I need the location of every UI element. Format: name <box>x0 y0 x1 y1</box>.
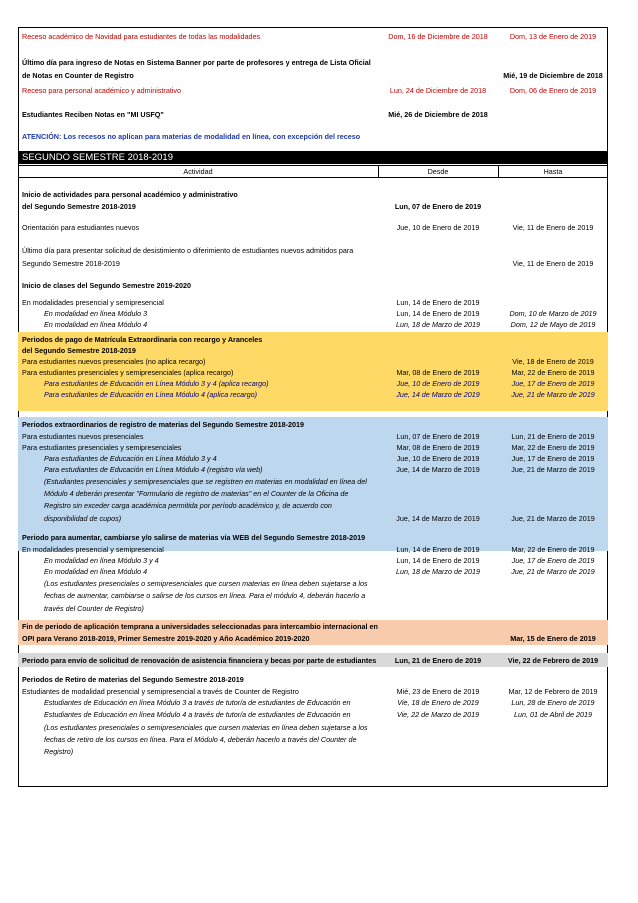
retiro-d1: Mié, 23 de Enero de 2019 <box>396 687 480 696</box>
asistencia-desde: Lun, 21 de Enero de 2019 <box>394 656 482 665</box>
notas-miusfq-desde: Mié, 26 de Diciembre de 2018 <box>388 110 488 119</box>
receso-navidad-desde: Dom, 16 de Diciembre de 2018 <box>388 32 488 41</box>
orientacion-label: Orientación para estudiantes nuevos <box>22 223 140 232</box>
registro-n3: Registro sin exceder carga académica permitida por período académico y, de acuerdo con <box>44 501 332 510</box>
retiro-h2: Lun, 28 de Enero de 2019 <box>511 698 595 707</box>
cambios-h3: Jue, 21 de Marzo de 2019 <box>511 567 595 576</box>
asistencia-hasta: Vie, 22 de Febrero de 2019 <box>507 656 599 665</box>
retiro-title: Periodos de Retiro de materias del Segundo Semestre 2018-2019 <box>22 675 244 684</box>
ingreso-notas-line2: de Notas en Counter de Registro <box>22 71 134 80</box>
pago-l3: Para estudiantes de Educación en Línea Módulo 3 y 4 (aplica recargo) <box>44 379 269 388</box>
retiro-l1: Estudiantes de modalidad presencial y semipresencial a través de Counter de Registro <box>22 687 299 696</box>
intercambio-hasta: Mar, 15 de Enero de 2019 <box>510 634 596 643</box>
pago-d2: Mar, 08 de Enero de 2019 <box>396 368 480 377</box>
orientacion-desde: Jue, 10 de Enero de 2019 <box>396 223 480 232</box>
receso-navidad-hasta: Dom, 13 de Enero de 2019 <box>509 32 597 41</box>
orientacion-hasta: Vie, 11 de Enero de 2019 <box>512 223 594 232</box>
modalidades-d1: Lun, 14 de Enero de 2019 <box>396 298 480 307</box>
inicio-clases-label: Inicio de clases del Segundo Semestre 2019-2020 <box>22 281 191 290</box>
retiro-h3: Lun, 01 de Abril de 2019 <box>513 710 593 719</box>
pago-l4: Para estudiantes de Educación en Línea Módulo 4 (aplica recargo) <box>44 390 257 399</box>
registro-l1: Para estudiantes nuevos presenciales <box>22 432 144 441</box>
modalidades-h3: Dom, 12 de Mayo de 2019 <box>510 320 596 329</box>
retiro-l2: Estudiantes de Educación en línea Módulo 3 a través de tutor/a de estudiantes de Educación en <box>44 698 351 707</box>
cambios-h2: Jue, 17 de Enero de 2019 <box>511 556 595 565</box>
inicio-personal-desde: Lun, 07 de Enero de 2019 <box>394 202 482 211</box>
cambios-title: Periodo para aumentar, cambiarse y/o salirse de materias vía WEB del Segundo Semestre 2018-2019 <box>22 533 366 542</box>
cambios-l2: En modalidad en línea Módulo 3 y 4 <box>44 556 159 565</box>
top-border <box>18 27 608 28</box>
receso-personal-hasta: Dom, 06 de Enero de 2019 <box>509 86 597 95</box>
registro-l4: Para estudiantes de Educación en Línea Módulo 4 (registro vía web) <box>44 465 263 474</box>
registro-n2: Módulo 4 deberán presentar "Formulario de registro de materias" en el Counter de la Oficina de <box>44 489 349 498</box>
col-desde: Desde <box>427 167 449 176</box>
cambios-n3: través del Counter de Registro) <box>44 604 144 613</box>
cambios-d3: Lun, 18 de Marzo de 2019 <box>396 567 480 576</box>
pago-d3: Jue, 10 de Enero de 2019 <box>396 379 480 388</box>
section-title: SEGUNDO SEMESTRE 2018-2019 <box>22 152 174 163</box>
registro-h5: Jue, 21 de Marzo de 2019 <box>511 514 595 523</box>
modalidades-h2: Dom, 10 de Marzo de 2019 <box>509 309 597 318</box>
registro-h4: Jue, 21 de Marzo de 2019 <box>511 465 595 474</box>
cambios-d2: Lun, 14 de Enero de 2019 <box>396 556 480 565</box>
receso-personal-desde: Lun, 24 de Diciembre de 2018 <box>389 86 487 95</box>
registro-l2: Para estudiantes presenciales y semipresenciales <box>22 443 182 452</box>
receso-personal-label: Receso para personal académico y administrativo <box>22 86 182 95</box>
registro-title: Periodos extraordinarios de registro de materias del Segundo Semestre 2018-2019 <box>22 420 305 429</box>
cambios-l3: En modalidad en línea Módulo 4 <box>44 567 148 576</box>
pago-h1: Vie, 18 de Enero de 2019 <box>512 357 594 366</box>
registro-d2: Mar, 08 de Enero de 2019 <box>396 443 480 452</box>
col-hasta: Hasta <box>543 167 563 176</box>
notas-miusfq-label: Estudiantes Reciben Notas en "MI USFQ" <box>22 110 164 119</box>
section-title-band <box>18 151 608 164</box>
table-header <box>18 165 608 178</box>
asistencia-label: Periodo para envío de solicitud de renovación de asistencia financiera y becas por parte de estudiantes <box>22 656 377 665</box>
modalidades-l2: En modalidad en línea Módulo 3 <box>44 309 148 318</box>
inicio-personal-line2: del Segundo Semestre 2018-2019 <box>22 202 136 211</box>
modalidades-d3: Lun, 18 de Marzo de 2019 <box>396 320 480 329</box>
pago-l2: Para estudiantes presenciales y semipresenciales (aplica recargo) <box>22 368 234 377</box>
pago-d4: Jue, 14 de Marzo de 2019 <box>396 390 480 399</box>
retiro-l3: Estudiantes de Educación en línea Módulo 4 a través de tutor/a de estudiantes de Educación en <box>44 710 351 719</box>
intercambio-title2: OPI para Verano 2018-2019, Primer Semestre 2019-2020 y Año Académico 2019-2020 <box>22 634 310 643</box>
modalidades-d2: Lun, 14 de Enero de 2019 <box>396 309 480 318</box>
retiro-d2: Vie, 18 de Enero de 2019 <box>397 698 479 707</box>
ingreso-notas-line1: Último día para ingreso de Notas en Sistema Banner por parte de profesores y entrega de Lista Oficial <box>22 58 371 67</box>
cambios-n2: fechas de aumentar, cambiarse o salirse de los cursos en línea. Para el módulo 4, deberán hacerlo a <box>44 591 366 600</box>
retiro-n3: Registro) <box>44 747 74 756</box>
bottom-border <box>18 786 608 787</box>
registro-d1: Lun, 07 de Enero de 2019 <box>396 432 480 441</box>
pago-h3: Jue, 17 de Enero de 2019 <box>511 379 595 388</box>
inicio-personal-line1: Inicio de actividades para personal académico y administrativo <box>22 190 238 199</box>
receso-navidad-label: Receso académico de Navidad para estudiantes de todas las modalidades <box>22 32 261 41</box>
intercambio-title1: Fin de periodo de aplicación temprana a universidades seleccionadas para intercambio internacional en <box>22 622 378 631</box>
ingreso-notas-hasta: Mié, 19 de Diciembre de 2018 <box>503 71 603 80</box>
pago-l1: Para estudiantes nuevos presenciales (no aplica recargo) <box>22 357 206 366</box>
modalidades-l3: En modalidad en línea Módulo 4 <box>44 320 148 329</box>
pago-title2: del Segundo Semestre 2018-2019 <box>22 346 136 355</box>
pago-h4: Jue, 21 de Marzo de 2019 <box>511 390 595 399</box>
registro-l3: Para estudiantes de Educación en Línea Módulo 3 y 4 <box>44 454 217 463</box>
registro-n4: disponibilidad de cupos) <box>44 514 122 523</box>
desistimiento-line1: Último día para presentar solicitud de desistimiento o diferimiento de estudiantes nuevos admitidos para <box>22 246 354 255</box>
registro-d5: Jue, 14 de Marzo de 2019 <box>396 514 480 523</box>
cambios-d1: Lun, 14 de Enero de 2019 <box>396 545 480 554</box>
retiro-n1: (Los estudiantes presenciales o semipresenciales que cursen materias en línea deben sujetarse a los <box>44 723 368 732</box>
col-actividad: Actividad <box>183 167 213 176</box>
modalidades-l1: En modalidades presencial y semipresencial <box>22 298 164 307</box>
registro-n1: (Estudiantes presenciales y semipresenciales que se registren en materias en modalidad en línea del <box>44 477 367 486</box>
retiro-n2: fechas de retiro de los cursos en línea. Para el Módulo 4, deberán hacerlo a través del Counter de <box>44 735 357 744</box>
registro-h2: Mar, 22 de Enero de 2019 <box>511 443 595 452</box>
desistimiento-hasta: Vie, 11 de Enero de 2019 <box>512 259 594 268</box>
pago-h2: Mar, 22 de Enero de 2019 <box>511 368 595 377</box>
atencion-note: ATENCIÓN: Los recesos no aplican para materias de modalidad en línea, con excepción del receso <box>22 132 361 141</box>
registro-d4: Jue, 14 de Marzo de 2019 <box>396 465 480 474</box>
cambios-n1: (Los estudiantes presenciales o semipresenciales que cursen materias en línea deben sujetarse a los <box>44 579 368 588</box>
registro-h1: Lun, 21 de Enero de 2019 <box>511 432 595 441</box>
cambios-l1: En modalidades presencial y semipresencial <box>22 545 164 554</box>
cambios-h1: Mar, 22 de Enero de 2019 <box>511 545 595 554</box>
pago-title1: Periodos de pago de Matrícula Extraordinaria con recargo y Aranceles <box>22 335 263 344</box>
registro-d3: Jue, 10 de Enero de 2019 <box>396 454 480 463</box>
retiro-h1: Mar, 12 de Febrero de 2019 <box>508 687 598 696</box>
registro-h3: Jue, 17 de Enero de 2019 <box>511 454 595 463</box>
retiro-d3: Vie, 22 de Marzo de 2019 <box>396 710 480 719</box>
calendar-sheet <box>18 27 608 787</box>
desistimiento-line2: Segundo Semestre 2018-2019 <box>22 259 120 268</box>
